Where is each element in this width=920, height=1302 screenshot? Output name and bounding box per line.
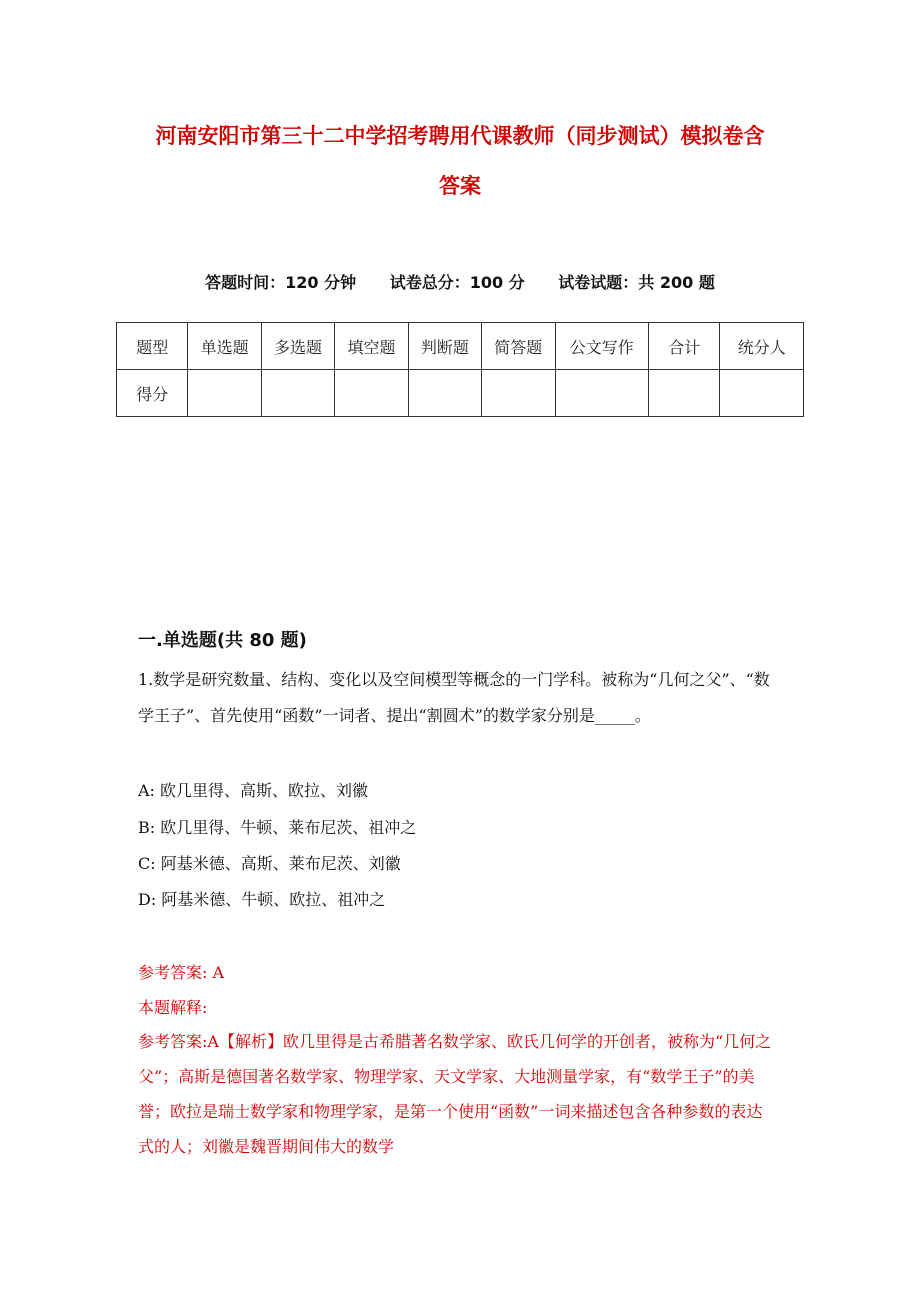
reference-answer: 参考答案: A: [138, 963, 225, 982]
score-cell: [188, 370, 261, 417]
score-cell: [482, 370, 555, 417]
header-cell-single: 单选题: [188, 323, 261, 370]
exam-info: [0, 270, 920, 293]
header-cell-writing: 公文写作: [555, 323, 649, 370]
document-title-continued: 答案: [439, 174, 481, 198]
score-cell: [408, 370, 481, 417]
score-cell: [335, 370, 408, 417]
question-text: 1.数学是研究数量、结构、变化以及空间模型等概念的一门学科。被称为“几何之父”、“数学王子”、首先使用“函数”一词者、提出“割圆术”的数学家分别是_____。: [138, 670, 770, 725]
header-cell-short: 简答题: [482, 323, 555, 370]
header-cell-judge: 判断题: [408, 323, 481, 370]
score-table-header-row: [117, 323, 804, 370]
header-cell-fill: 填空题: [335, 323, 408, 370]
explanation-text: 参考答案:A【解析】欧几里得是古希腊著名数学家、欧氏几何学的开创者，被称为“几何之父”；高斯是德国著名数学家、物理学家、天文学家、大地测量学家，有“数学王子”的美誉；欧拉是瑞士数学家和物理学家，是第一个使用“函数”一词来描述包含各种参数的表达式的人；刘徽是魏晋期间伟大的数学: [138, 1032, 772, 1156]
option-a: A: 欧几里得、高斯、欧拉、刘徽: [138, 781, 369, 800]
score-cell: [720, 370, 804, 417]
exam-question-count: 试卷试题：共 200 题: [558, 273, 715, 292]
exam-total-score: 试卷总分：100 分: [389, 273, 525, 292]
header-cell-multi: 多选题: [261, 323, 334, 370]
explanation-label: 本题解释:: [138, 998, 208, 1017]
document-title: 河南安阳市第三十二中学招考聘用代课教师（同步测试）模拟卷含: [155, 124, 765, 148]
header-cell-scorer: 统分人: [720, 323, 804, 370]
score-table-score-row: [117, 370, 804, 417]
score-cell: [649, 370, 720, 417]
option-d: D: 阿基米德、牛顿、欧拉、祖冲之: [138, 890, 386, 909]
score-row-label: 得分: [117, 370, 188, 417]
section-heading: 一.单选题(共 80 题): [138, 630, 307, 651]
score-table: [116, 322, 804, 417]
header-cell-type: 题型: [117, 323, 188, 370]
score-cell: [555, 370, 649, 417]
exam-time: 答题时间：120 分钟: [205, 273, 357, 292]
option-b: B: 欧几里得、牛顿、莱布尼茨、祖冲之: [138, 818, 417, 837]
option-c: C: 阿基米德、高斯、莱布尼茨、刘徽: [138, 854, 401, 873]
score-cell: [261, 370, 334, 417]
header-cell-total: 合计: [649, 323, 720, 370]
